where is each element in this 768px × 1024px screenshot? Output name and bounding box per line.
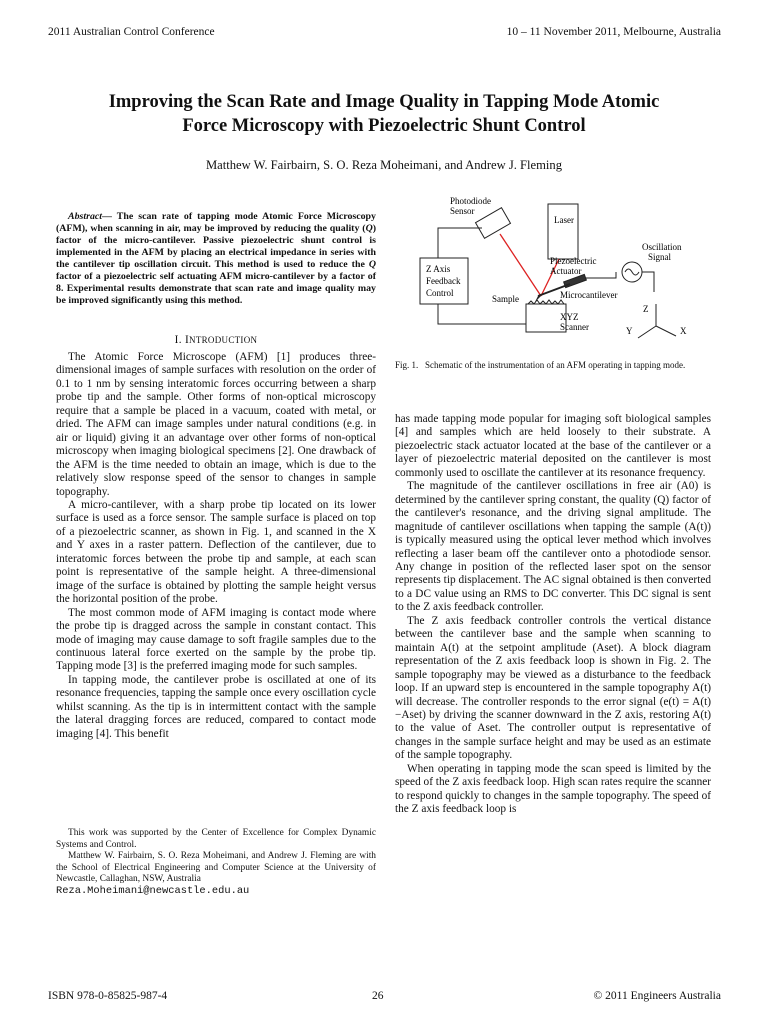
paragraph: A micro-cantilever, with a sharp probe tip located on its lower surface is used as a force sensor. The sample surface is placed on top of a piezoelectric scanner, as shown in Fig. 1, and scanned in the X and Y axes in a raster pattern. Deflection of the cantilever, due to interatomic forces between the probe tip and sample, at each scan point is representative of the sample height. A three-dimensional image of the surface is obtained by plotting the sample height versus the horizontal position of the probe. bbox=[56, 498, 376, 606]
abstract-q-2: Q bbox=[368, 259, 376, 270]
wire-sensor-to-control bbox=[438, 228, 482, 258]
footer-copyright: © 2011 Engineers Australia bbox=[593, 990, 721, 1002]
abstract bbox=[56, 211, 376, 307]
paragraph: The Atomic Force Microscope (AFM) [1] produces three-dimensional images of sample surfaces with resolution on the order of 0.1 to 1 nm by sensing interatomic forces occurring between a sharp probe tip and the sample. Other forms of non-optical microscopy require that a sample be placed in a vacuum, coated with metal, or dried. The AFM can image samples under natural conditions (e.g. in air or liquid) giving it an advantage over other forms of non-optical microscopy when imaging biological specimens [2]. One drawback of the AFM is the time needed to obtain an image, which is due to the relatively slow response speed of the sensor to changes in sample topography. bbox=[56, 351, 376, 498]
label-piezoelectric: Piezoelectric bbox=[550, 256, 597, 266]
footnote-support: This work was supported by the Center of Excellence for Complex Dynamic Systems and Control. bbox=[56, 828, 376, 850]
abstract-text-2: ) factor of the micro-cantilever. Passive piezoelectric shunt control is implemented in the AFM by placing an electrical impedance in series with the cantilever tip oscillation circuit. This method is used to reduce the bbox=[56, 223, 376, 270]
label-photodiode: Photodiode bbox=[450, 196, 492, 206]
figure-caption bbox=[395, 360, 713, 371]
label-sensor: Sensor bbox=[450, 206, 475, 216]
footer-isbn: ISBN 978-0-85825-987-4 bbox=[48, 990, 168, 1002]
left-column-body bbox=[56, 351, 376, 741]
footnote-email: Reza.Moheimani@newcastle.edu.au bbox=[56, 884, 250, 897]
label-scanner: Scanner bbox=[560, 322, 589, 332]
paragraph: When operating in tapping mode the scan speed is limited by the speed of the Z axis feedback loop. High scan rates require the scanner to respond quickly to changes in the sample topography. The speed of the Z axis feedback loop is bbox=[395, 762, 711, 816]
wire-control-to-scanner bbox=[438, 304, 526, 324]
footer-page-number: 26 bbox=[372, 990, 384, 1002]
label-control: Control bbox=[426, 288, 454, 298]
running-header-conference: 2011 Australian Control Conference bbox=[48, 26, 215, 38]
afm-schematic-figure bbox=[410, 192, 720, 352]
label-laser: Laser bbox=[554, 215, 574, 225]
label-axis-x: X bbox=[680, 326, 687, 336]
label-axis-z: Z bbox=[643, 304, 649, 314]
paper-title bbox=[40, 90, 728, 138]
abstract-text-3: factor of a piezoelectric self actuating AFM micro-cantilever by a factor of 8. Experimental results demonstrate that scan rate and image quality may be improved significantly using this method. bbox=[56, 271, 376, 306]
caption-text: Schematic of the instrumentation of an AFM operating in tapping mode. bbox=[425, 360, 686, 370]
section-title-first: I bbox=[184, 334, 190, 346]
title-line-1: Improving the Scan Rate and Image Quality in Tapping Mode Atomic bbox=[108, 92, 660, 112]
photodiode-sensor-icon bbox=[476, 208, 511, 239]
abstract-text-1: — The scan rate of tapping mode Atomic Force Microscopy (AFM), when scanning in air, may be improved by reducing the quality ( bbox=[56, 211, 376, 234]
running-header-date: 10 – 11 November 2011, Melbourne, Australia bbox=[506, 26, 721, 38]
title-line-2: Force Microscopy with Piezoelectric Shunt Control bbox=[182, 116, 586, 136]
section-title-rest: NTRODUCTION bbox=[189, 335, 258, 345]
section-number: I. bbox=[174, 334, 182, 346]
label-axis-y: Y bbox=[626, 326, 633, 336]
paragraph: The most common mode of AFM imaging is contact mode where the probe tip is dragged across the sample in constant contact. This mode of imaging may cause damage to soft fragile samples due to the continuous lateral force exerted on the sample by the probe tip. Tapping mode [3] is the preferred imaging mode for such samples. bbox=[56, 606, 376, 673]
wire-source-ground bbox=[642, 272, 654, 292]
abstract-lead: Abstract bbox=[68, 211, 103, 222]
label-oscillation: Oscillation bbox=[642, 242, 682, 252]
label-signal: Signal bbox=[648, 252, 672, 262]
right-column-body bbox=[395, 413, 711, 817]
sample-surface-icon bbox=[528, 300, 564, 304]
paragraph: has made tapping mode popular for imaging soft biological samples [4] and samples which are held loosely to their substrate. A piezoelectric stack actuator located at the base of the cantilever or a layer of piezoelectric material deposited on the cantilever is most commonly used to oscillate the cantilever at its resonance frequency. bbox=[395, 413, 711, 479]
label-feedback: Feedback bbox=[426, 276, 461, 286]
abstract-q-1: Q bbox=[365, 223, 373, 234]
section-heading-introduction bbox=[56, 334, 376, 346]
paragraph: The magnitude of the cantilever oscillations in free air (A0) is determined by the cantilever spring constant, the quality (Q) factor of the cantilever's resonance, and the driving signal amplitude. The magnitude of cantilever oscillations when tapping the sample (A(t)) is typically measured using the optical lever method which involves reflecting a laser beam off the cantilever onto a photodiode sensor. Any change in position of the reflected laser spot on the sensor represents tip displacement. The AC signal obtained is then converted to a DC value using an RMS to DC converter. This DC signal is sent to the Z axis feedback controller. bbox=[395, 480, 711, 614]
authors: Matthew W. Fairbairn, S. O. Reza Moheimani, and Andrew J. Fleming bbox=[205, 158, 563, 172]
label-z-axis: Z Axis bbox=[426, 264, 451, 274]
laser-beam-reflected bbox=[500, 234, 541, 296]
footnote bbox=[56, 828, 376, 897]
paragraph: In tapping mode, the cantilever probe is oscillated at one of its resonance frequencies, tapping the sample once every oscillation cycle whilst scanning. As the tip is in intermittent contact with the sample the lateral dragging forces are reduced, compared to contact mode imaging [4]. This benefit bbox=[56, 673, 376, 740]
caption-label: Fig. 1. bbox=[395, 360, 419, 370]
wire-actuator-to-source bbox=[586, 272, 616, 278]
footnote-affiliation: Matthew W. Fairbairn, S. O. Reza Moheimani, and Andrew J. Fleming are with the School of Electrical Engineering and Computer Science at the University of Newcastle, Callaghan, NSW, Australia bbox=[56, 851, 376, 884]
laser-icon bbox=[548, 204, 578, 259]
label-microcantilever: Microcantilever bbox=[560, 290, 618, 300]
paragraph: The Z axis feedback controller controls the vertical distance between the cantilever base and the sample when scanning to maintain A(t) at the setpoint amplitude (Aset). A block diagram representation of the Z axis feedback loop is shown in Fig. 2. The sample topography may be viewed as a disturbance to the feedback loop. If an upward step is encountered in the sample topography A(t) will decrease. The controller responds to the error signal (e(t) = A(t)−Aset) by driving the scanner downward in the Z axis, restoring A(t) to the value of Aset. The controller output is representative of changes in the sample surface height and may be used as an estimate of the sample topography. bbox=[395, 614, 711, 762]
label-sample: Sample bbox=[492, 294, 519, 304]
label-actuator: Actuator bbox=[550, 266, 582, 276]
label-xyz: XYZ bbox=[560, 312, 579, 322]
